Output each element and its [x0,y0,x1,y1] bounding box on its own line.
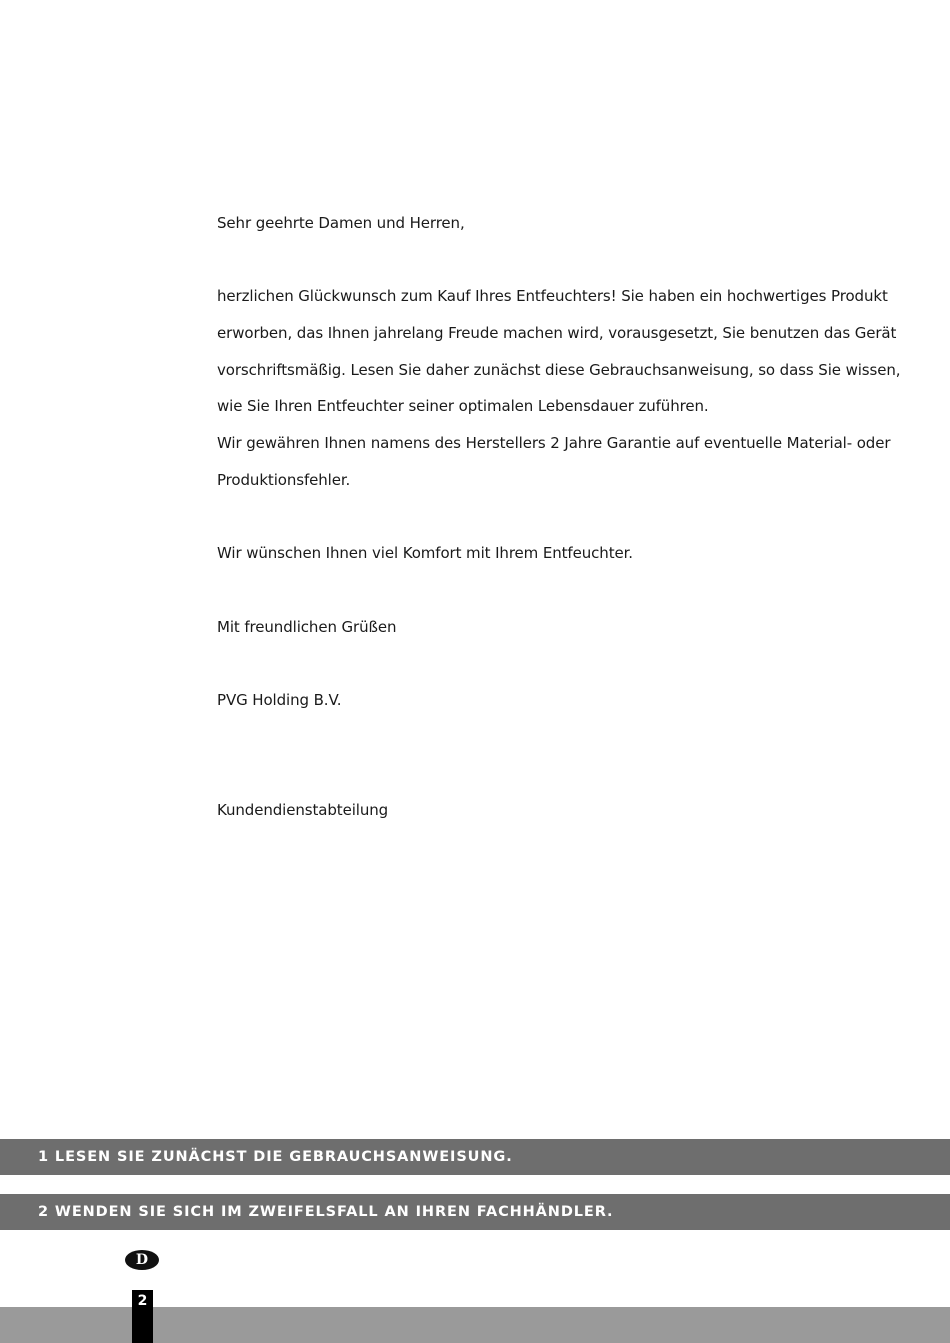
notice-bar-ask-dealer: 2 WENDEN SIE SICH IM ZWEIFELSFALL AN IHREN FACHHÄNDLER. [0,1194,950,1230]
department: Kundendienstabteilung [217,801,389,819]
body-line: herzlichen Glückwunsch zum Kauf Ihres Entfeuchters! Sie haben ein hochwertiges Produkt [217,287,888,305]
body-line: Produktionsfehler. [217,471,351,489]
language-badge: D [125,1250,159,1270]
page-number-tab [132,1290,153,1343]
company-name: PVG Holding B.V. [217,691,342,709]
closing: Mit freundlichen Grüßen [217,618,397,636]
notice-bar-read-manual: 1 LESEN SIE ZUNÄCHST DIE GEBRAUCHSANWEISUNG. [0,1139,950,1175]
body-line: Wir gewähren Ihnen namens des Herstellers 2 Jahre Garantie auf eventuelle Material- oder [217,434,891,452]
body-line: vorschriftsmäßig. Lesen Sie daher zunächst diese Gebrauchsanweisung, so dass Sie wissen, [217,361,901,379]
body-line: wie Sie Ihren Entfeuchter seiner optimalen Lebensdauer zuführen. [217,397,709,415]
page-number: 2 [137,1293,148,1309]
body-line: erworben, das Ihnen jahrelang Freude machen wird, vorausgesetzt, Sie benutzen das Gerät [217,324,897,342]
salutation: Sehr geehrte Damen und Herren, [217,214,465,232]
wish-line: Wir wünschen Ihnen viel Komfort mit Ihrem Entfeuchter. [217,544,633,562]
